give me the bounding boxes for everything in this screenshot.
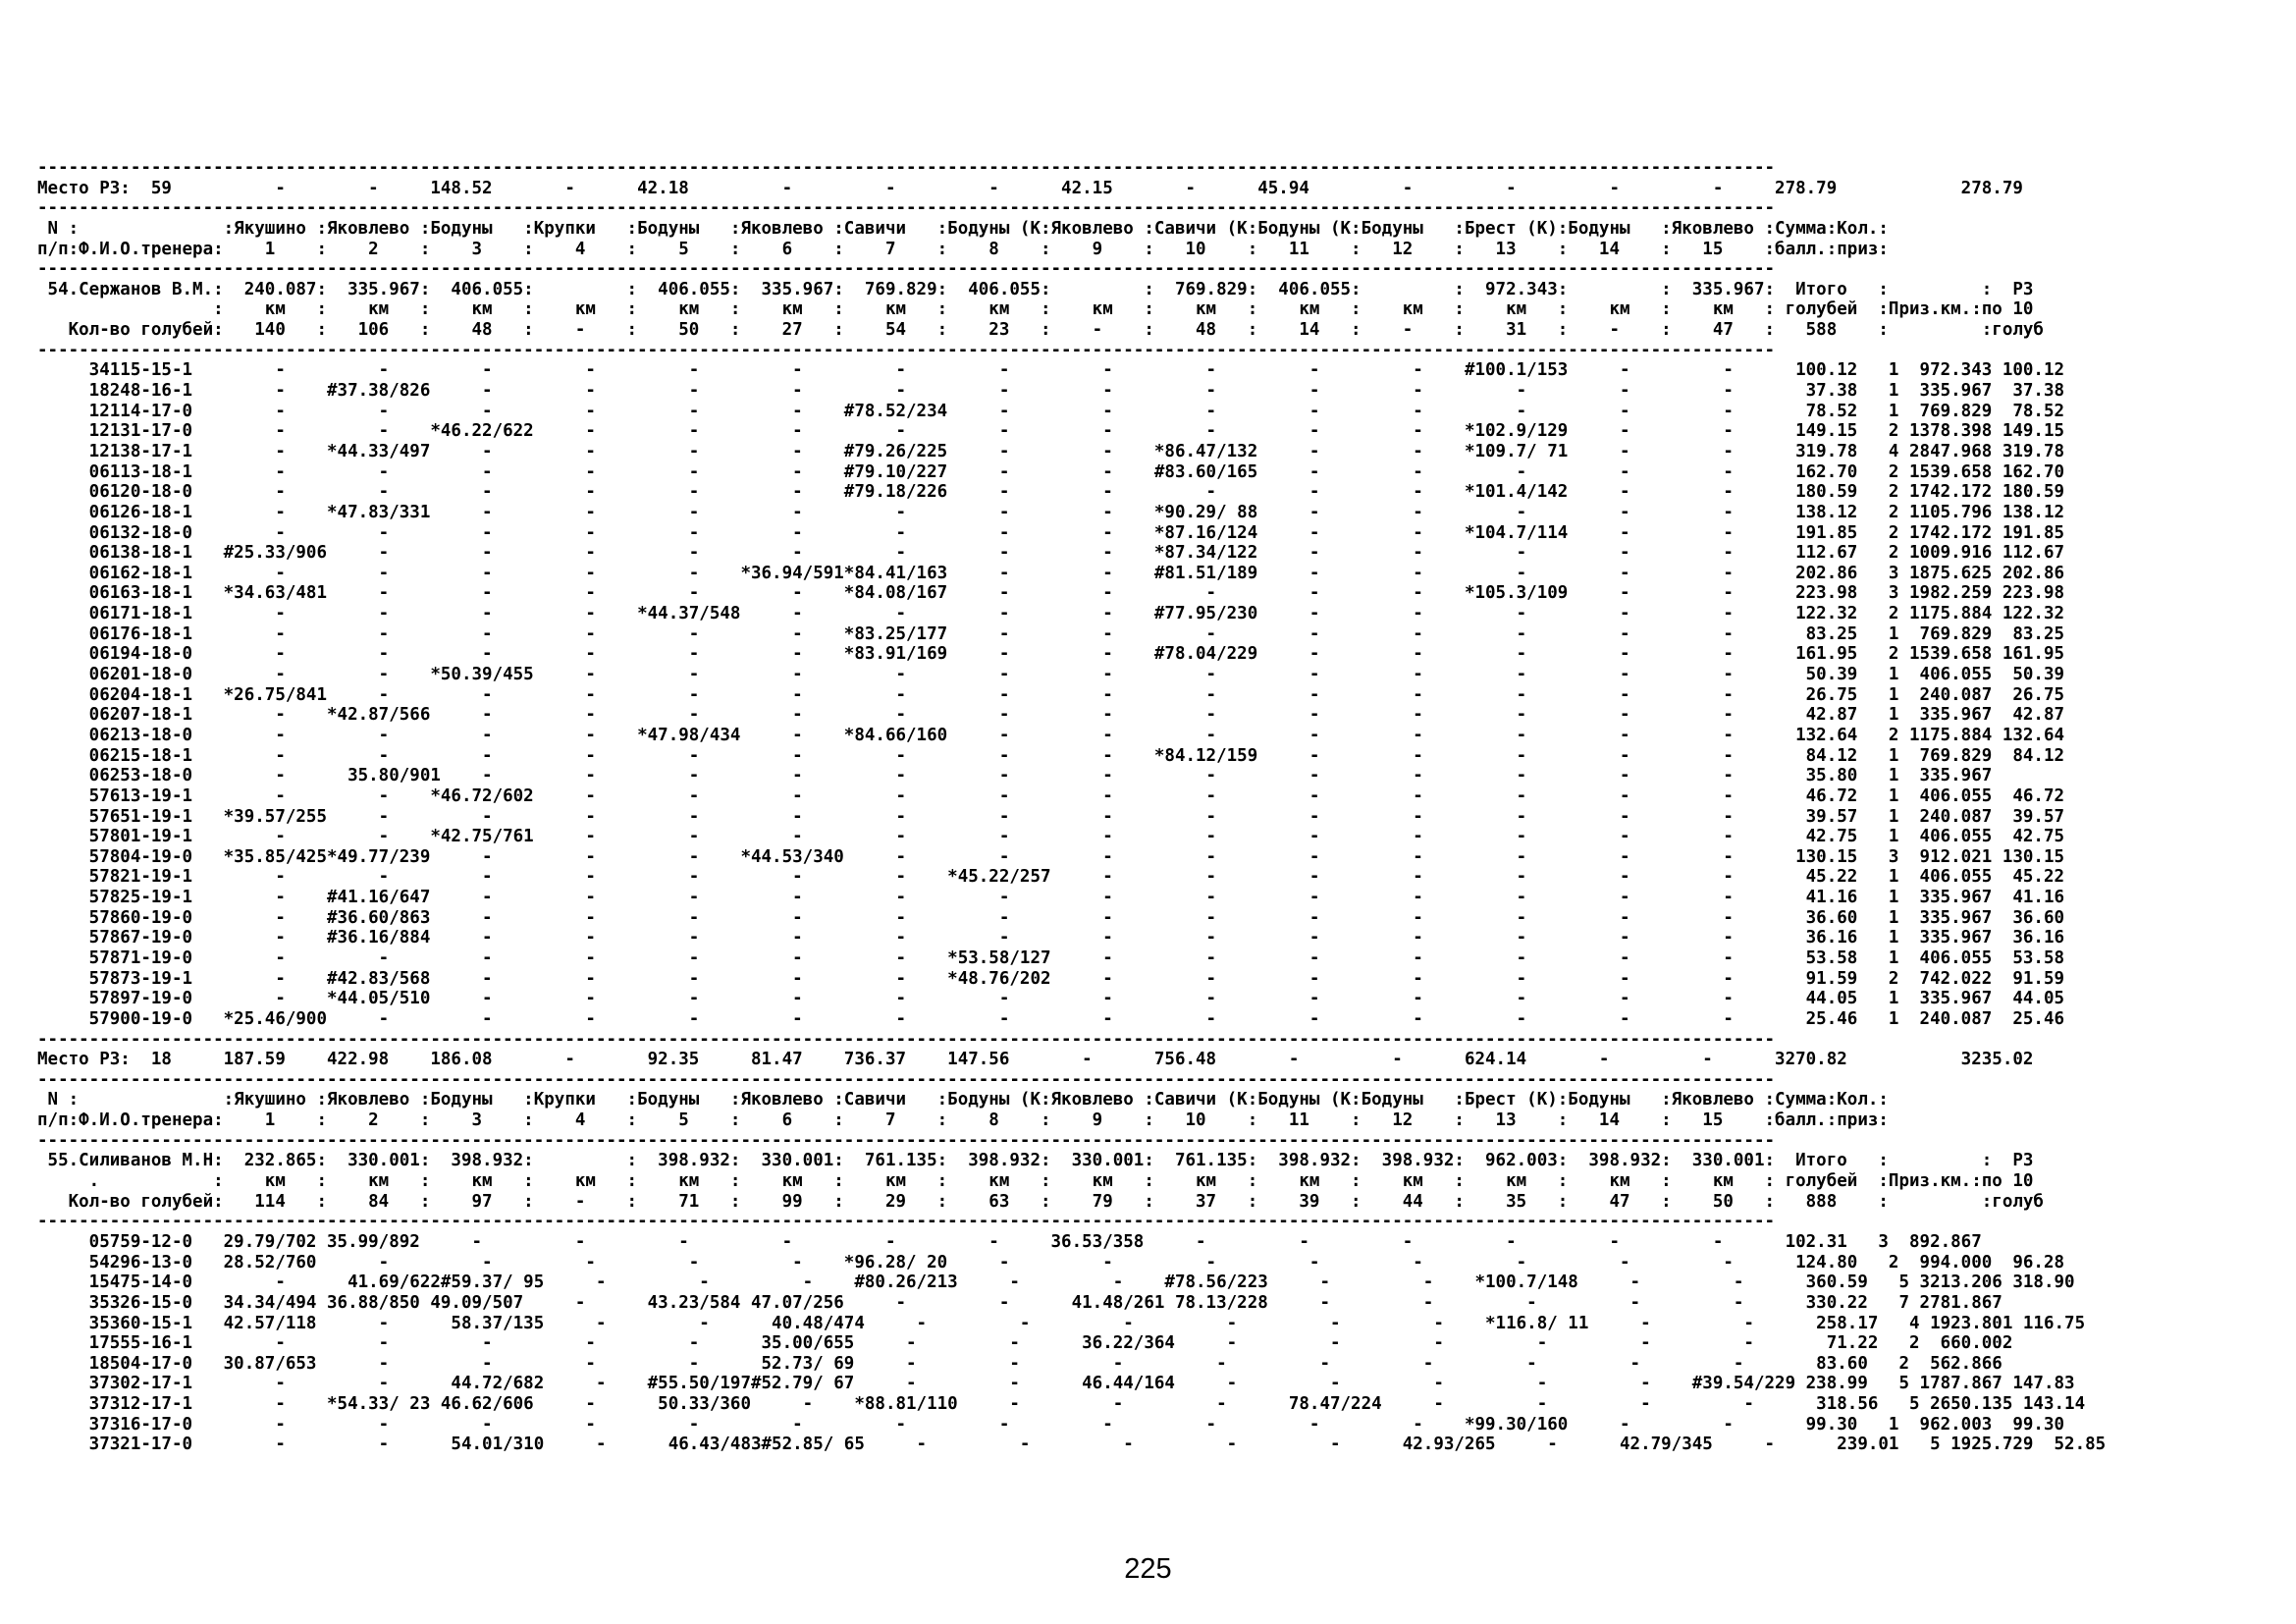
report-line: 06126-18-1 - *47.83/331 - - - - - - - *90.29/ 88 - - - - - 138.12 2 1105.796 138.12 xyxy=(37,502,2065,522)
separator-line: ------------------------------------------------------------------------------------------------------------------------------------------------------------------------ xyxy=(37,1130,1776,1151)
report-line: Кол-во голубей: 140 : 106 : 48 : - : 50 : 27 : 54 : 23 : - : 48 : 14 : - : 31 : - : 47 : 588 : :голуб xyxy=(37,320,2044,341)
report-line: 37321-17-0 - - 54.01/310 - 46.43/483#52.85/ 65 - - - - - 42.93/265 - 42.79/345 - 239.01 5 1925.729 52.85 xyxy=(37,1435,2107,1455)
report-line: 57900-19-0 *25.46/900 - - - - - - - - - - - - - - 25.46 1 240.087 25.46 xyxy=(37,1008,2065,1029)
separator-line: ------------------------------------------------------------------------------------------------------------------------------------------------------------------------ xyxy=(37,158,1776,178)
report-line: 34115-15-1 - - - - - - - - - - - - #100.1/153 - - 100.12 1 972.343 100.12 xyxy=(37,360,2065,381)
report-line: 57873-19-1 - #42.83/568 - - - - - *48.76/202 - - - - - - - 91.59 2 742.022 91.59 xyxy=(37,968,2065,989)
report-line: 35326-15-0 34.34/494 36.88/850 49.09/507 - 43.23/584 47.07/256 - - 41.48/261 78.13/228 - - - - - 330.22 7 2781.867 xyxy=(37,1292,2002,1313)
report-line: 57871-19-0 - - - - - - - *53.58/127 - - - - - - - 53.58 1 406.055 53.58 xyxy=(37,947,2065,968)
page-number: 225 xyxy=(1124,1553,1172,1585)
report-line: 17555-16-1 - - - - - 35.00/655 - - 36.22/364 - - - - - - 71.22 2 660.002 xyxy=(37,1333,2013,1354)
report-line: Место РЗ: 59 - - 148.52 - 42.18 - - - 42.15 - 45.94 - - - - 278.79 278.79 xyxy=(37,178,2023,198)
report-line: 55.Силиванов М.Н: 232.865: 330.001: 398.932: : 398.932: 330.001: 761.135: 398.932: 330.001: 761.135: 398.932: 398.932: 962.003: 398.932: 330.001: Итого : : РЗ xyxy=(37,1151,2034,1171)
report-line: 37312-17-1 - *54.33/ 23 46.62/606 - 50.33/360 - *88.81/110 - - - 78.47/224 - - - - 318.56 5 2650.135 143.14 xyxy=(37,1394,2086,1415)
report-line: 57825-19-1 - #41.16/647 - - - - - - - - - - - - - 41.16 1 335.967 41.16 xyxy=(37,888,2065,908)
report-line: 05759-12-0 29.79/702 35.99/892 - - - - - - 36.53/358 - - - - - - 102.31 3 892.867 xyxy=(37,1231,1982,1252)
report-line: 15475-14-0 - 41.69/622#59.37/ 95 - - - #80.26/213 - - #78.56/223 - - *100.7/148 - - 360.59 5 3213.206 318.90 xyxy=(37,1272,2075,1293)
report-line: 06207-18-1 - *42.87/566 - - - - - - - - - - - - - 42.87 1 335.967 42.87 xyxy=(37,705,2065,726)
report-line: 06194-18-0 - - - - - - *83.91/169 - - #78.04/229 - - - - - 161.95 2 1539.658 161.95 xyxy=(37,644,2065,665)
separator-line: ------------------------------------------------------------------------------------------------------------------------------------------------------------------------ xyxy=(37,1069,1776,1090)
report-line: Место РЗ: 18 187.59 422.98 186.08 - 92.35 81.47 736.37 147.56 - 756.48 - - 624.14 - - 3270.82 3235.02 xyxy=(37,1050,2034,1070)
report-line: п/п:Ф.И.О.тренера: 1 : 2 : 3 : 4 : 5 : 6 : 7 : 8 : 9 : 10 : 11 : 12 : 13 : 14 : 15 :балл.:приз: xyxy=(37,1110,1889,1131)
report-line: N : :Якушино :Яковлево :Бодуны :Крупки :Бодуны :Яковлево :Савичи :Бодуны (К:Яковлево :Савичи (К:Бодуны (К:Бодуны :Брест (К):Бодуны :Яковлево :Сумма:Кол.: xyxy=(37,1090,1889,1110)
report-line: 06176-18-1 - - - - - - *83.25/177 - - - - - - - - 83.25 1 769.829 83.25 xyxy=(37,623,2065,644)
report-line: 54296-13-0 28.52/760 - - - - - *96.28/ 20 - - - - - - - - 124.80 2 994.000 96.28 xyxy=(37,1252,2065,1272)
separator-line: ------------------------------------------------------------------------------------------------------------------------------------------------------------------------ xyxy=(37,1029,1776,1050)
separator-line: ------------------------------------------------------------------------------------------------------------------------------------------------------------------------ xyxy=(37,340,1776,360)
report-line: 54.Сержанов В.М.: 240.087: 335.967: 406.055: : 406.055: 335.967: 769.829: 406.055: : 769.829: 406.055: : 972.343: : 335.967: Итого : : РЗ xyxy=(37,279,2034,299)
report-line: 06253-18-0 - 35.80/901 - - - - - - - - - - - - - 35.80 1 335.967 xyxy=(37,766,1993,786)
report-line: 06138-18-1 #25.33/906 - - - - - - - - *87.34/122 - - - - - 112.67 2 1009.916 112.67 xyxy=(37,543,2065,564)
report-line: 57804-19-0 *35.85/425*49.77/239 - - - *44.53/340 - - - - - - - - - 130.15 3 912.021 130.15 xyxy=(37,846,2065,867)
report-line: 06171-18-1 - - - - *44.37/548 - - - - #77.95/230 - - - - - 122.32 2 1175.884 122.32 xyxy=(37,604,2065,624)
report-line: 57867-19-0 - #36.16/884 - - - - - - - - - - - - - 36.16 1 335.967 36.16 xyxy=(37,928,2065,948)
report-line: 57897-19-0 - *44.05/510 - - - - - - - - - - - - - 44.05 1 335.967 44.05 xyxy=(37,989,2065,1009)
separator-line: ------------------------------------------------------------------------------------------------------------------------------------------------------------------------ xyxy=(37,1212,1776,1232)
separator-line: ------------------------------------------------------------------------------------------------------------------------------------------------------------------------ xyxy=(37,259,1776,280)
report-line: 06163-18-1 *34.63/481 - - - - - *84.08/167 - - - - - *105.3/109 - - 223.98 3 1982.259 223.98 xyxy=(37,583,2065,604)
results-report xyxy=(37,158,2266,1455)
report-line: 06120-18-0 - - - - - - #79.18/226 - - - - - *101.4/142 - - 180.59 2 1742.172 180.59 xyxy=(37,482,2065,503)
report-line: 57613-19-1 - - *46.72/602 - - - - - - - - - - - - 46.72 1 406.055 46.72 xyxy=(37,785,2065,806)
report-line: 35360-15-1 42.57/118 - 58.37/135 - - 40.48/474 - - - - - - *116.8/ 11 - - 258.17 4 1923.801 116.75 xyxy=(37,1313,2086,1333)
report-line: 06132-18-0 - - - - - - - - - *87.16/124 - - *104.7/114 - - 191.85 2 1742.172 191.85 xyxy=(37,522,2065,543)
report-line: 18504-17-0 30.87/653 - - - - 52.73/ 69 - - - - - - - - - 83.60 2 562.866 xyxy=(37,1353,2002,1374)
report-line: 12138-17-1 - *44.33/497 - - - - #79.26/225 - - *86.47/132 - - *109.7/ 71 - - 319.78 4 2847.968 319.78 xyxy=(37,441,2065,461)
report-line: 57801-19-1 - - *42.75/761 - - - - - - - - - - - - 42.75 1 406.055 42.75 xyxy=(37,827,2065,847)
report-line: 12131-17-0 - - *46.22/622 - - - - - - - - - *102.9/129 - - 149.15 2 1378.398 149.15 xyxy=(37,421,2065,442)
report-line: 06213-18-0 - - - - *47.98/434 - *84.66/160 - - - - - - - - 132.64 2 1175.884 132.64 xyxy=(37,725,2065,745)
report-line: 12114-17-0 - - - - - - #78.52/234 - - - - - - - - 78.52 1 769.829 78.52 xyxy=(37,401,2065,421)
report-line: 57651-19-1 *39.57/255 - - - - - - - - - - - - - - 39.57 1 240.087 39.57 xyxy=(37,806,2065,827)
report-line: 06162-18-1 - - - - - *36.94/591*84.41/163 - - #81.51/189 - - - - - 202.86 3 1875.625 202.86 xyxy=(37,563,2065,583)
report-line: 06215-18-1 - - - - - - - - - *84.12/159 - - - - - 84.12 1 769.829 84.12 xyxy=(37,745,2065,766)
report-line: 06204-18-1 *26.75/841 - - - - - - - - - - - - - - 26.75 1 240.087 26.75 xyxy=(37,684,2065,705)
report-line: 37316-17-0 - - - - - - - - - - - - *99.30/160 - - 99.30 1 962.003 99.30 xyxy=(37,1414,2065,1435)
report-line: N : :Якушино :Яковлево :Бодуны :Крупки :Бодуны :Яковлево :Савичи :Бодуны (К:Яковлево :Савичи (К:Бодуны (К:Бодуны :Брест (К):Бодуны :Яковлево :Сумма:Кол.: xyxy=(37,218,1889,239)
report-line: 57821-19-1 - - - - - - - *45.22/257 - - - - - - - 45.22 1 406.055 45.22 xyxy=(37,867,2065,888)
report-line: 06113-18-1 - - - - - - #79.10/227 - - #83.60/165 - - - - - 162.70 2 1539.658 162.70 xyxy=(37,461,2065,482)
report-line: 37302-17-1 - - 44.72/682 - #55.50/197#52.79/ 67 - - 46.44/164 - - - - - #39.54/229 238.99 5 1787.867 147.83 xyxy=(37,1374,2075,1394)
report-line: п/п:Ф.И.О.тренера: 1 : 2 : 3 : 4 : 5 : 6 : 7 : 8 : 9 : 10 : 11 : 12 : 13 : 14 : 15 :балл.:приз: xyxy=(37,239,1889,259)
report-line: Кол-во голубей: 114 : 84 : 97 : - : 71 : 99 : 29 : 63 : 79 : 37 : 39 : 44 : 35 : 47 : 50 : 888 : :голуб xyxy=(37,1191,2044,1212)
report-line: : км : км : км : км : км : км : км : км : км : км : км : км : км : км : км : голубей :Приз.км.:по 10 xyxy=(37,299,2034,320)
report-line: 06201-18-0 - - *50.39/455 - - - - - - - - - - - - 50.39 1 406.055 50.39 xyxy=(37,665,2065,685)
separator-line: ------------------------------------------------------------------------------------------------------------------------------------------------------------------------ xyxy=(37,198,1776,219)
report-line: 57860-19-0 - #36.60/863 - - - - - - - - - - - - - 36.60 1 335.967 36.60 xyxy=(37,907,2065,928)
report-line: 18248-16-1 - #37.38/826 - - - - - - - - - - - - - 37.38 1 335.967 37.38 xyxy=(37,381,2065,402)
report-line: . : км : км : км : км : км : км : км : км : км : км : км : км : км : км : км : голубей :Приз.км.:по 10 xyxy=(37,1171,2034,1192)
